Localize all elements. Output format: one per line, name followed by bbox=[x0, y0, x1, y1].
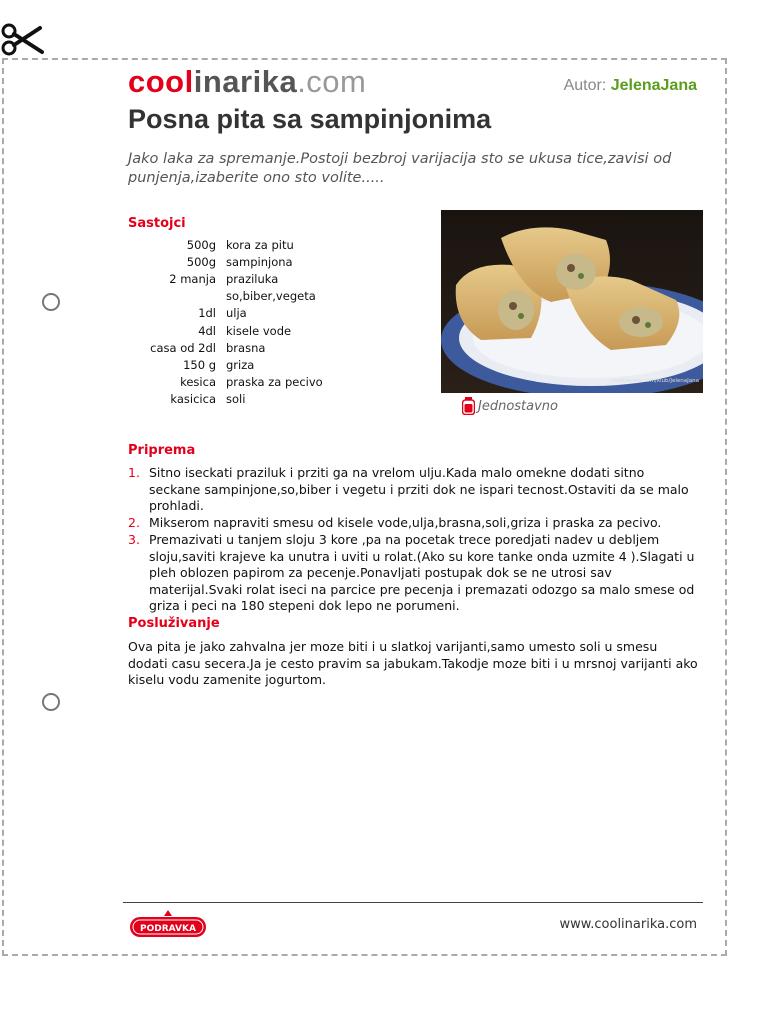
ingredient-name: sampinjona bbox=[226, 254, 293, 269]
ingredient-row bbox=[128, 270, 323, 287]
ingredient-row bbox=[128, 339, 323, 356]
ingredient-row bbox=[128, 356, 323, 373]
ingredient-row bbox=[128, 253, 323, 270]
jar-icon bbox=[462, 397, 475, 415]
ingredient-row bbox=[128, 391, 323, 408]
ingredient-name: praska za pecivo bbox=[226, 375, 323, 390]
punch-hole-bottom bbox=[42, 693, 60, 711]
author-name[interactable]: JelenaJana bbox=[610, 77, 697, 94]
svg-text:PODRAVKA: PODRAVKA bbox=[140, 924, 196, 934]
ingredient-name: brasna bbox=[226, 340, 266, 355]
ingredient-row bbox=[128, 236, 323, 253]
ingredients-table bbox=[128, 236, 323, 408]
ingredient-row bbox=[128, 374, 323, 391]
photo-credit: coolinarika.com/klub/JelenaJana bbox=[611, 378, 699, 384]
ingredient-qty: kesica bbox=[180, 375, 216, 390]
ingredient-name: praziluka bbox=[226, 271, 279, 286]
ingredient-qty: kasicica bbox=[170, 392, 216, 407]
preparation-steps bbox=[128, 465, 698, 615]
author-label: Autor: bbox=[563, 77, 607, 94]
ingredient-row bbox=[128, 288, 323, 305]
ingredient-name: kora za pitu bbox=[226, 237, 294, 252]
ingredient-name: soli bbox=[226, 392, 246, 407]
ingredient-row bbox=[128, 322, 323, 339]
ingredient-qty: 4dl bbox=[198, 323, 216, 338]
ingredient-qty: 1dl bbox=[198, 306, 216, 321]
ingredient-name: so,biber,vegeta bbox=[226, 289, 316, 304]
step-text: Mikserom napraviti smesu od kisele vode,ulja,brasna,soli,griza i praska za pecivo. bbox=[149, 515, 662, 530]
author-line bbox=[564, 77, 697, 95]
serving-text: Ova pita je jako zahvalna jer moze biti i u slatkoj varijanti,samo umesto soli u smesu dodati casu secera.Ja je cesto pravim sa jabukam.Takodje moze biti i u mrsnoj varijanti ako kiselu vodu zamenite jogurtom. bbox=[128, 639, 698, 687]
difficulty-badge bbox=[462, 397, 558, 415]
ingredient-name: ulja bbox=[226, 306, 247, 321]
serving-heading: Posluživanje bbox=[128, 616, 220, 631]
ingredient-qty: 500g bbox=[186, 254, 216, 269]
difficulty-label: Jednostavno bbox=[478, 398, 558, 414]
step-text: Premazivati u tanjem sloju 3 kore ,pa na pocetak trece poredjati nadev u debljem sloju,saviti krajeve ka unutra i uviti u rolat.(Ako su kore tanke onda uzmite 4 ).Slagati u pleh oblozen papirom za pecenje.Ponavljati postupak dok se ne utrosi sav materijal.Svaki rolat iseci na parcice pre pecenja i premazati odozgo sa malo smese od griza i peci na 180 stepeni dok lepo ne porumeni. bbox=[149, 532, 695, 613]
ingredient-qty: casa od 2dl bbox=[150, 340, 216, 355]
punch-hole-top bbox=[42, 293, 60, 311]
scissors-icon bbox=[0, 22, 44, 58]
ingredient-qty: 150 g bbox=[183, 357, 216, 372]
recipe-photo bbox=[441, 210, 703, 393]
step-text: Sitno iseckati praziluk i prziti ga na vrelom ulju.Kada malo omekne dodati sitno seckane sampinjone,so,biber i vegetu i prziti dok ne ispari tecnost.Ostaviti da se malo prohladi. bbox=[149, 465, 689, 513]
preparation-step bbox=[128, 532, 698, 615]
ingredient-name: griza bbox=[226, 357, 255, 372]
podravka-logo bbox=[128, 908, 208, 942]
step-number: 2. bbox=[128, 515, 140, 530]
ingredient-row bbox=[128, 305, 323, 322]
step-number: 3. bbox=[128, 532, 140, 547]
preparation-step bbox=[128, 465, 698, 515]
preparation-heading: Priprema bbox=[128, 443, 196, 458]
coolinarika-logo: coolinarika.com bbox=[128, 64, 367, 99]
footer-divider bbox=[123, 902, 703, 903]
ingredient-qty bbox=[128, 288, 226, 305]
ingredients-heading: Sastojci bbox=[128, 216, 186, 231]
step-number: 1. bbox=[128, 465, 140, 480]
ingredient-name: kisele vode bbox=[226, 323, 292, 338]
ingredient-qty: 2 manja bbox=[169, 271, 216, 286]
website-link[interactable]: www.coolinarika.com bbox=[559, 917, 697, 932]
recipe-title: Posna pita sa sampinjonima bbox=[128, 104, 492, 134]
ingredient-qty: 500g bbox=[186, 237, 216, 252]
recipe-description: Jako laka za spremanje.Postoji bezbroj varijacija sto se ukusa tice,zavisi od punjenja,izaberite ono sto volite..... bbox=[128, 151, 672, 186]
preparation-step bbox=[128, 515, 698, 532]
